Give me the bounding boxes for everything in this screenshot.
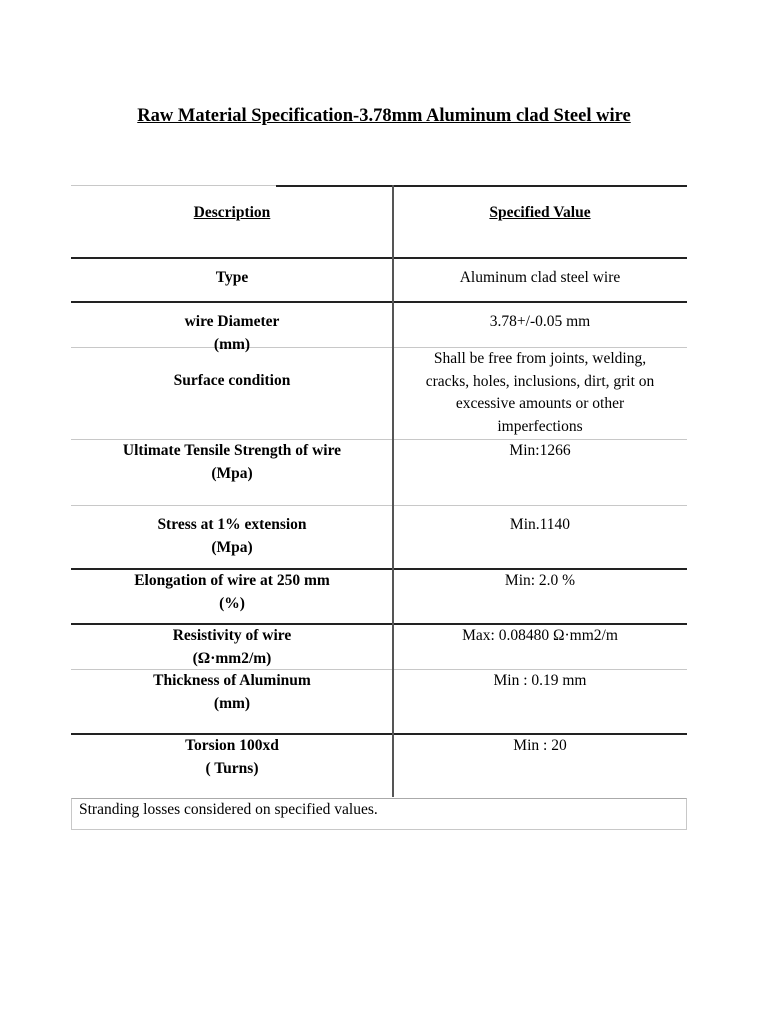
table-row-resistivity: [71, 625, 687, 670]
row-value: Max: 0.08480 Ω·mm2/m: [462, 627, 618, 644]
table-row-stress-at-extension: [71, 506, 687, 570]
row-value: Min : 20: [513, 737, 567, 754]
table-row-ultimate-tensile-strength: [71, 440, 687, 506]
row-value: 3.78+/-0.05 mm: [489, 313, 591, 330]
row-value: Min: 2.0 %: [504, 572, 576, 589]
table-header-row: [71, 185, 687, 259]
row-description: Thickness of Aluminum (mm): [153, 672, 311, 712]
table-row-surface-condition: [71, 348, 687, 440]
row-value: Min : 0.19 mm: [493, 672, 587, 689]
row-description: Resistivity of wire (Ω·mm2/m): [172, 627, 292, 667]
table-row-thickness-aluminum: [71, 670, 687, 735]
table-row-wire-diameter: [71, 303, 687, 353]
row-description: Torsion 100xd ( Turns): [185, 737, 279, 777]
footer-note: Stranding losses considered on specified values.: [71, 798, 687, 830]
row-value: Shall be free from joints, welding, cracks, holes, inclusions, dirt, grit on excessive amounts or other imperfections: [425, 350, 655, 435]
table-row-type: [71, 259, 687, 303]
row-description: Ultimate Tensile Strength of wire (Mpa): [122, 442, 342, 482]
column-divider: [392, 185, 394, 797]
row-description: Elongation of wire at 250 mm (%): [134, 572, 330, 612]
table-row-elongation: [71, 570, 687, 625]
spec-table: [71, 185, 687, 797]
document-title: Raw Material Specification-3.78mm Aluminum clad Steel wire: [137, 106, 631, 126]
header-description: Description: [193, 204, 271, 221]
table-top-border-strong: [276, 185, 687, 187]
row-description: Type: [215, 269, 249, 286]
header-specified-value: Specified Value: [489, 204, 591, 221]
row-description: wire Diameter (mm): [184, 313, 280, 353]
row-value: Min.1140: [509, 516, 571, 533]
row-value: Min:1266: [509, 442, 571, 459]
row-value: Aluminum clad steel wire: [459, 269, 621, 286]
row-description: Stress at 1% extension (Mpa): [157, 516, 307, 556]
row-description: Surface condition: [173, 372, 291, 389]
table-row-torsion: [71, 735, 687, 797]
